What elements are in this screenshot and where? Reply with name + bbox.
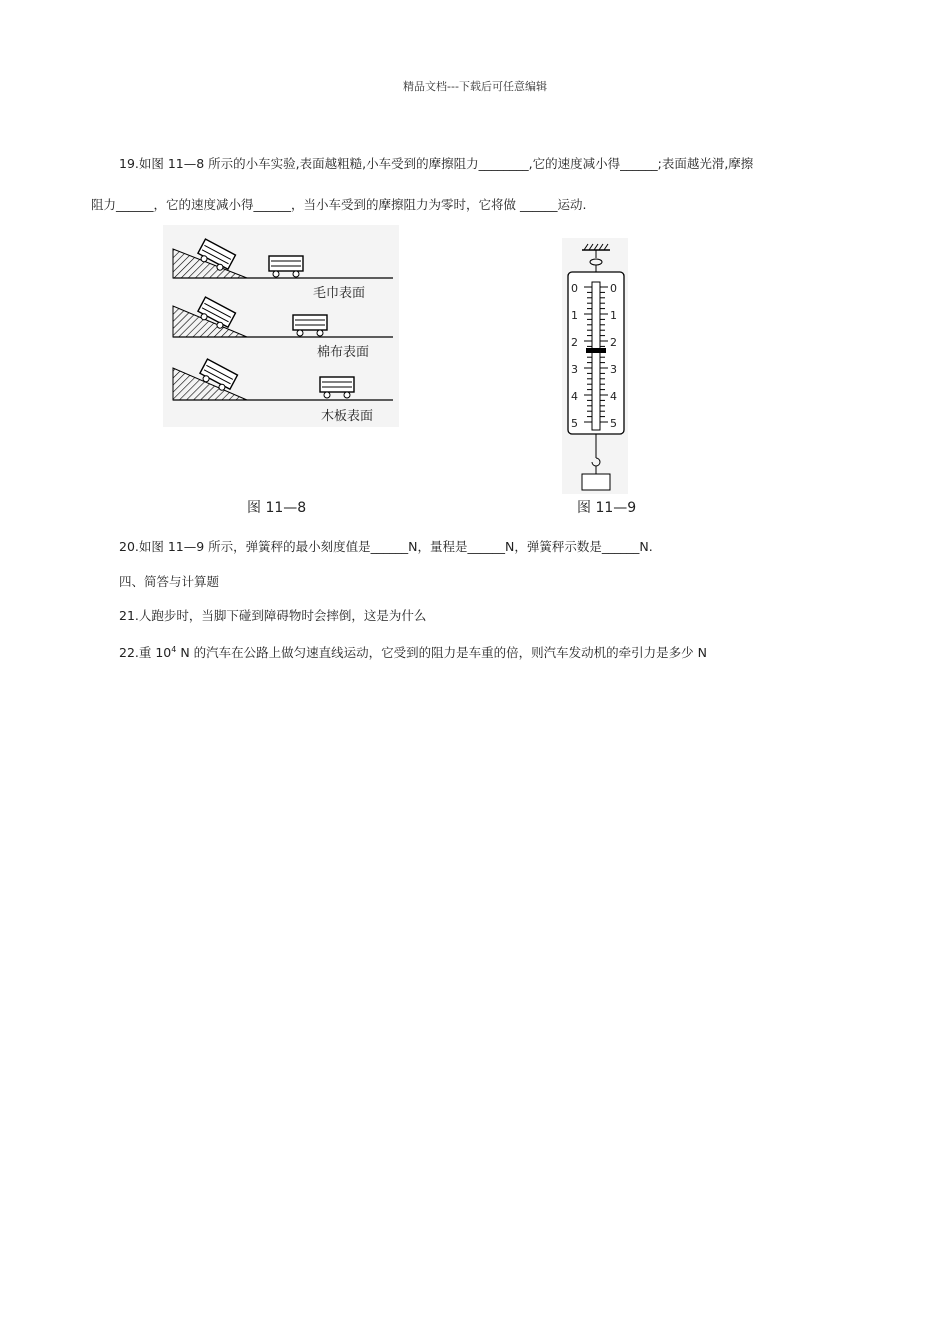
scale-label: 3 [610,363,617,376]
scale-label: 4 [571,390,578,403]
cart-experiment-diagram [163,225,399,427]
question-22-suffix: N 的汽车在公路上做匀速直线运动，它受到的阻力是车重的倍，则汽车发动机的牵引力是多少 N [176,645,707,660]
scale-label: 2 [571,336,578,349]
question-22 [119,642,707,661]
question-20: 20.如图 11—9 所示，弹簧秤的最小刻度值是______N，量程是______N，弹簧秤示数是______N. [119,539,653,554]
figure-11-9-caption: 图 11—9 [577,500,637,516]
section-4-heading: 四、简答与计算题 [119,574,220,589]
question-19-line-2: 阻力______，它的速度减小得______，当小车受到的摩擦阻力为零时，它将做 ______运动. [91,197,587,212]
scale-label: 0 [610,282,617,295]
page-header: 精品文档---下载后可任意编辑 [403,80,547,93]
scale-label: 3 [571,363,578,376]
scale-label: 5 [571,417,578,430]
scale-label: 2 [610,336,617,349]
surface-label-towel: 毛巾表面 [313,286,366,301]
figure-11-9 [562,238,628,494]
scale-label: 4 [610,390,617,403]
question-21: 21.人跑步时，当脚下碰到障碍物时会摔倒，这是为什么 [119,608,427,623]
surface-label-cotton: 棉布表面 [317,345,370,360]
question-22-exponent: 4 [171,645,177,654]
surface-label-wood: 木板表面 [321,409,374,424]
scale-label: 0 [571,282,578,295]
figure-11-8 [163,225,399,427]
question-22-prefix: 22.重 10 [119,645,172,660]
scale-label: 1 [571,309,578,322]
scale-label: 1 [610,309,617,322]
scale-label: 5 [610,417,617,430]
figure-11-8-caption: 图 11—8 [247,500,307,516]
question-19-line-1: 19.如图 11—8 所示的小车实验,表面越粗糙,小车受到的摩擦阻力________,它的速度减小得______;表面越光滑,摩擦 [119,156,754,171]
